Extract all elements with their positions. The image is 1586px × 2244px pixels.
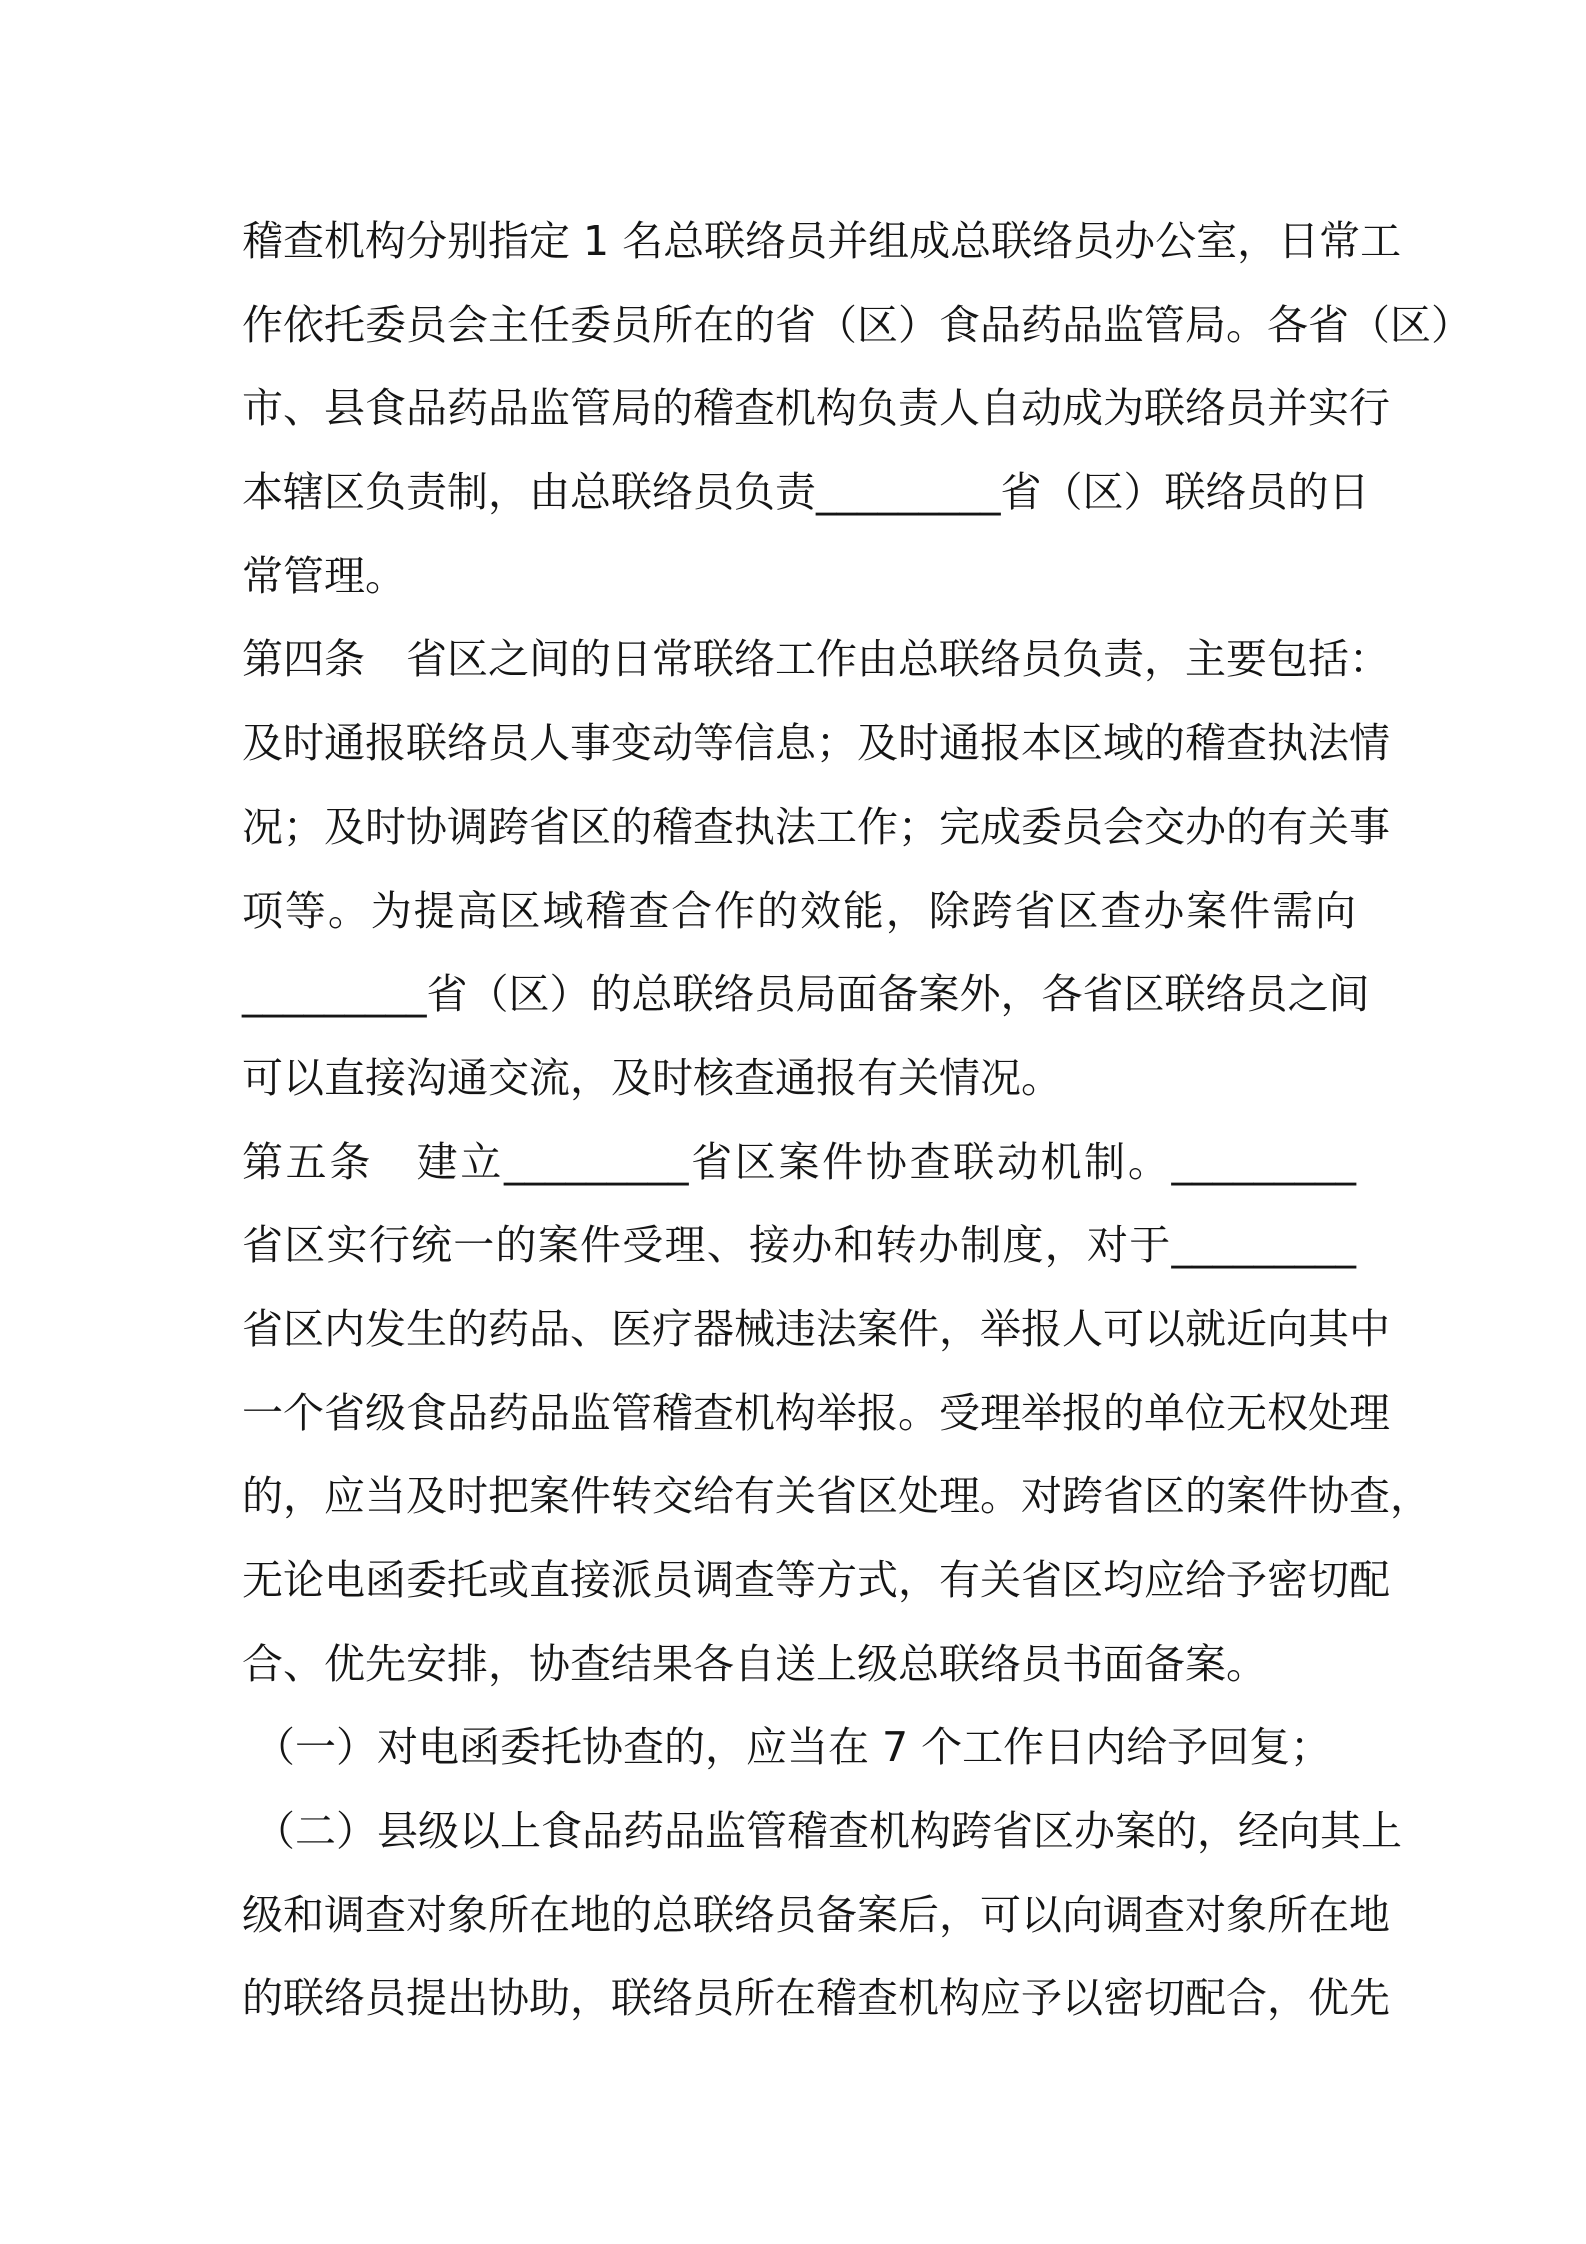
paragraph-line: 及时通报联络员人事变动等信息；及时通报本区域的稽查执法情 xyxy=(242,719,1390,768)
paragraph-line: 本辖区负责制，由总联络员负责_________省（区）联络员的日 xyxy=(242,468,1370,517)
article-5-heading-line: 第五条 建立_________省区案件协查联动机制。_________ xyxy=(242,1137,1356,1186)
paragraph-line: 稽查机构分别指定 1 名总联络员并组成总联络员办公室，日常工 xyxy=(242,217,1402,265)
document-page xyxy=(242,200,1472,2041)
paragraph-line: 省区实行统一的案件受理、接办和转办制度，对于_________ xyxy=(242,1221,1356,1270)
list-item-1-line: （一）对电函委托协查的，应当在 7 个工作日内给予回复； xyxy=(254,1723,1332,1772)
paragraph-line: 合、优先安排，协查结果各自送上级总联络员书面备案。 xyxy=(242,1639,1267,1688)
paragraph-line: 无论电函委托或直接派员调查等方式，有关省区均应给予密切配 xyxy=(242,1556,1390,1604)
paragraph-line: _________省（区）的总联络员局面备案外，各省区联络员之间 xyxy=(242,970,1370,1019)
paragraph-line: 一个省级食品药品监管稽查机构举报。受理举报的单位无权处理 xyxy=(242,1388,1390,1437)
paragraph-line: 的联络员提出协助，联络员所在稽查机构应予以密切配合，优先 xyxy=(242,1974,1390,2023)
paragraph-line: 项等。为提高区域稽查合作的效能，除跨省区查办案件需向 xyxy=(242,886,1356,935)
paragraph-line: 可以直接沟通交流，及时核查通报有关情况。 xyxy=(242,1053,1062,1102)
list-item-2-line: （二）县级以上食品药品监管稽查机构跨省区办案的，经向其上 xyxy=(254,1807,1402,1856)
paragraph-line: 市、县食品药品监管局的稽查机构负责人自动成为联络员并实行 xyxy=(242,384,1390,433)
article-4-heading-line: 第四条 省区之间的日常联络工作由总联络员负责，主要包括： xyxy=(242,635,1390,684)
paragraph-line: 级和调查对象所在地的总联络员备案后，可以向调查对象所在地 xyxy=(242,1890,1390,1939)
paragraph-line: 常管理。 xyxy=(242,551,406,600)
paragraph-line: 况；及时协调跨省区的稽查执法工作；完成委员会交办的有关事 xyxy=(242,802,1390,851)
paragraph-line: 的，应当及时把案件转交给有关省区处理。对跨省区的案件协查， xyxy=(242,1472,1431,1521)
paragraph-line: 作依托委员会主任委员所在的省（区）食品药品监管局。各省（区） xyxy=(242,300,1472,349)
paragraph-line: 省区内发生的药品、医疗器械违法案件，举报人可以就近向其中 xyxy=(242,1304,1390,1353)
